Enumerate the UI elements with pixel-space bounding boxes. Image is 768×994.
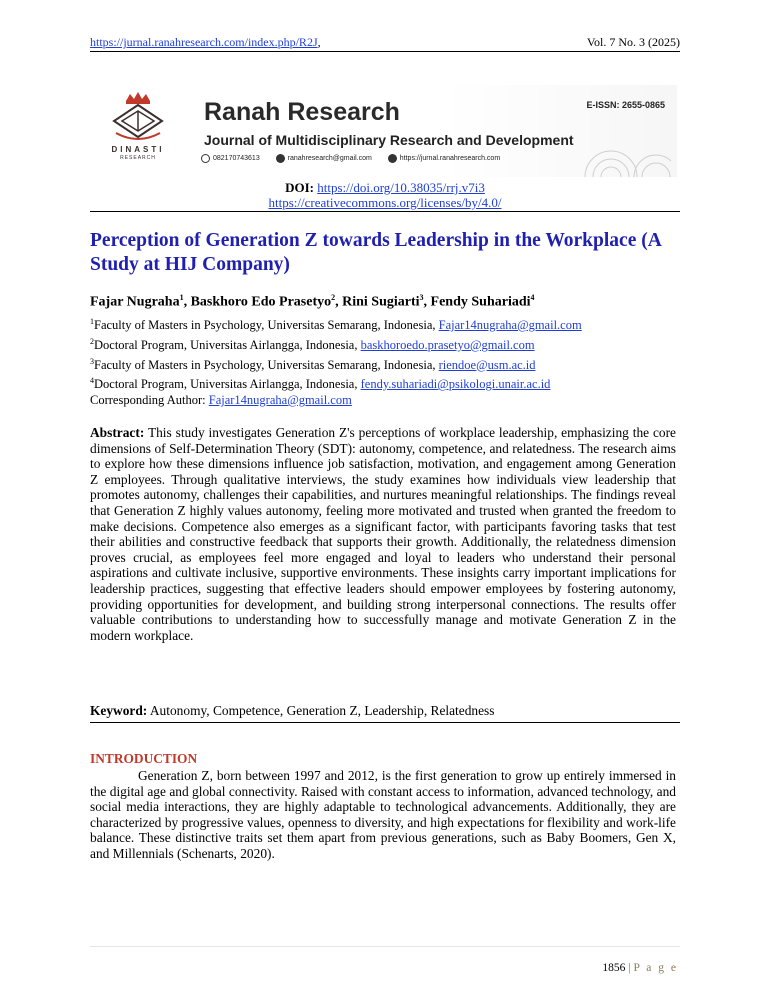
footer-divider [90,946,680,947]
whatsapp-icon [201,154,210,163]
introduction-heading: INTRODUCTION [90,751,198,766]
affiliation-text: Faculty of Masters in Psychology, Universitas Semarang, Indonesia, [94,357,439,372]
email-icon [276,154,285,163]
affiliation-sup: 2 [90,336,94,346]
author-sup: 1 [179,293,184,302]
paper-title: Perception of Generation Z towards Leadership in the Workplace (A Study at HIJ Company) [90,230,661,275]
journal-url-suffix: , [317,35,321,49]
author-sup: 3 [419,293,424,302]
abstract-label: Abstract: [90,425,145,440]
dinasti-logo [102,91,174,171]
license-line [90,195,680,210]
contact-email: ranahresearch@gmail.com [287,155,372,162]
page-footer [602,962,678,974]
journal-name: Journal of Multidisciplinary Research and Development [204,132,574,148]
phone-number: 082170743613 [213,155,260,162]
affiliation-item [90,314,582,334]
journal-url-header[interactable] [90,35,321,50]
doi-divider [90,211,680,212]
affiliation-email-link[interactable]: fendy.suhariadi@psikologi.unair.ac.id [360,377,551,392]
author-sup: 4 [530,293,535,302]
page-word: P a g e [633,962,678,974]
affiliation-email-link[interactable]: riendoe@usm.ac.id [438,357,536,372]
doi-block [90,180,680,210]
author-name: Baskhoro Edo Prasetyo [190,294,332,310]
keywords-label: Keyword: [90,703,148,718]
contact-website: https://jurnal.ranahresearch.com [399,155,501,162]
website-contact [388,154,500,163]
corresponding-author [90,393,352,408]
affiliation-text: Doctoral Program, Universitas Airlangga, Indonesia, [94,337,361,352]
phone-contact [201,154,260,163]
journal-banner [94,85,677,177]
license-link[interactable]: https://creativecommons.org/licenses/by/4.0/ [268,195,502,210]
abstract [90,425,676,643]
contact-row [201,154,514,165]
author-name: Fendy Suhariadi [430,294,531,310]
author-list: Fajar Nugraha$^1$, Baskhoro Edo Prasetyo$^2$, Rini Sugiarti$^3$, Fendy Suhariadi$^4$ [90,293,535,310]
keywords [90,703,680,723]
affiliation-email-link[interactable]: Fajar14nugraha@gmail.com [438,318,582,333]
affiliation-item [90,373,582,393]
affiliation-item [90,334,582,354]
affiliation-sup: 3 [90,356,94,366]
author-sup: 2 [331,293,336,302]
affiliation-item [90,354,582,374]
issn: E-ISSN: 2655-0865 [586,100,665,110]
page-number: 1856 [602,962,626,974]
author-name: Rini Sugiarti [342,294,420,310]
doi-line [90,180,680,195]
author-name: Fajar Nugraha [90,294,180,310]
running-header [90,33,680,52]
logo-subtext: RESEARCH [120,155,156,161]
affiliation-sup: 4 [90,376,94,386]
affiliation-text: Faculty of Masters in Psychology, Universitas Semarang, Indonesia, [94,318,439,333]
logo-wordmark: DINASTI [111,145,165,154]
email-contact [276,154,372,163]
globe-icon [388,154,397,163]
corresponding-label: Corresponding Author: [90,393,209,407]
affiliation-email-link[interactable]: baskhoroedo.prasetyo@gmail.com [360,337,535,352]
affiliation-text: Doctoral Program, Universitas Airlangga, Indonesia, [94,377,361,392]
abstract-text: This study investigates Generation Z's perceptions of workplace leadership, emphasizing the core dimensions of Self-Determination Theory (SDT): autonomy, competence, and relatedness. The research aims to explore how these dimensions influence job satisfaction, motivation, and engagement among Generation Z employees. Through qualitative interviews, the study examines how individuals view leadership that promotes autonomy, challenges their capabilities, and nurtures meaningful relationships. The findings reveal that Generation Z highly values autonomy, feeling more motivated and trusted when granted the freedom to make decisions. Competence also emerges as a significant factor, with participants favoring tasks that test their abilities and constructive feedback that supports their growth. Additionally, the relatedness dimension proves crucial, as employees feel more engaged and loyal to leaders who understand their personal aspirations and cultivate inclusive, supportive environments. These insights carry important implications for leadership practices, suggesting that effective leaders should empower employees by fostering autonomy, providing opportunities for development, and building strong interpersonal connections. The results offer valuable contributions to understanding how to successfully manage and motivate Generation Z in the modern workplace. [90,425,676,643]
doi-label: DOI: [285,180,314,195]
volume-info: Vol. 7 No. 3 (2025) [586,35,680,49]
brand-name: Ranah Research [204,98,400,126]
corresponding-email-link[interactable]: Fajar14nugraha@gmail.com [208,393,352,407]
crown-book-logo-icon [102,91,174,147]
doi-link[interactable]: https://doi.org/10.38035/rrj.v7i3 [317,180,485,195]
journal-url-link[interactable]: https://jurnal.ranahresearch.com/index.php/R2J [90,35,318,49]
footer-separator: | [628,962,631,974]
mandala-ornament-icon [581,143,671,177]
affiliation-sup: 1 [90,317,94,326]
introduction-paragraph: Generation Z, born between 1997 and 2012, is the first generation to grow up entirely immersed in the digital age and global connectivity. Raised with constant access to information, advanced technology, and social media interactions, they are highly adaptable to technological advancements. Additionally, they are characterized by progressive values, openness to diversity, and high expectations for flexibility and work-life balance. These distinctive traits set them apart from previous generations, such as Baby Boomers, Gen X, and Millennials (Schenarts, 2020). [90,768,676,861]
affiliation-list [90,314,582,393]
keywords-text: Autonomy, Competence, Generation Z, Leadership, Relatedness [149,703,495,718]
